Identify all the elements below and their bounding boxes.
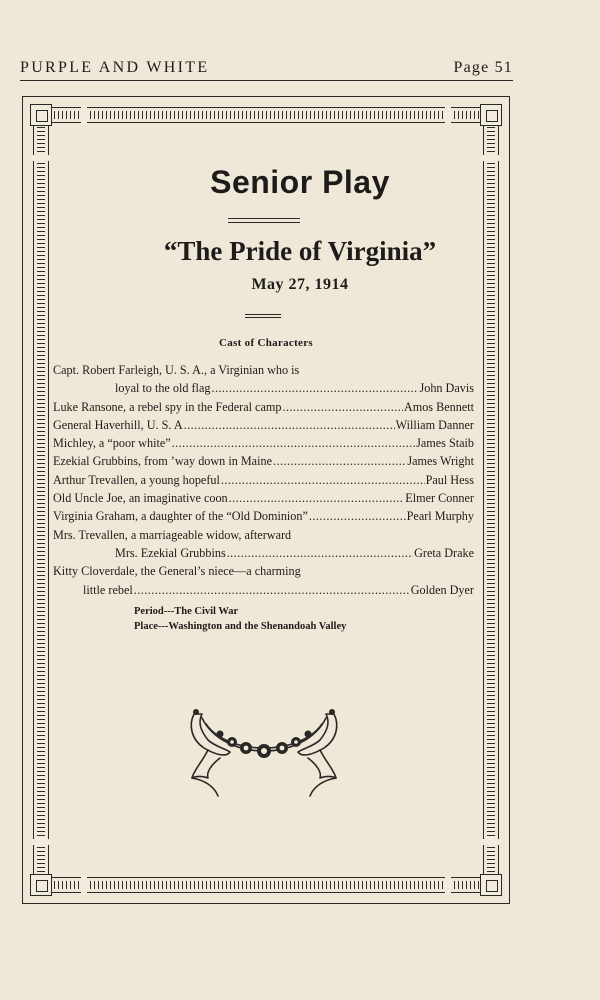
page-header (20, 58, 513, 81)
cast-item (53, 436, 474, 454)
border-corner-bottom-left (30, 874, 52, 896)
cast-actor: Paul Hess (425, 472, 474, 487)
dot-leader (221, 473, 425, 488)
cast-item (53, 400, 474, 418)
title-divider (228, 218, 300, 223)
page-number: Page 51 (453, 59, 513, 76)
cast-role: Kitty Cloverdale, the General’s niece—a charming (53, 564, 301, 579)
cast-role: Arthur Trevallen, a young hopeful (53, 472, 220, 487)
dot-leader (211, 381, 418, 396)
border-band-right (483, 107, 499, 893)
cast-role: Michley, a “poor white” (53, 436, 171, 451)
cast-role: Luke Ransone, a rebel spy in the Federal camp (53, 399, 282, 414)
dot-leader (172, 436, 415, 451)
cast-heading: Cast of Characters (219, 337, 313, 349)
cast-actor: Pearl Murphy (406, 509, 474, 524)
cast-role: Virginia Graham, a daughter of the “Old Dominion” (53, 509, 308, 524)
cast-actor: Elmer Conner (405, 491, 474, 506)
dot-leader (309, 509, 406, 524)
cast-actor: Golden Dyer (410, 582, 474, 597)
dot-leader (134, 583, 410, 598)
border-band-top (33, 107, 499, 123)
cast-role: little rebel (83, 582, 133, 597)
cast-item (53, 418, 474, 436)
cast-item (53, 363, 474, 381)
cast-item-continued (53, 583, 474, 601)
border-corner-bottom-right (480, 874, 502, 896)
cast-role: Ezekial Grubbins, from ’way down in Maine (53, 454, 272, 469)
cast-list (53, 363, 474, 601)
cast-item (53, 528, 474, 546)
date-divider (245, 314, 281, 318)
border-corner-top-left (30, 104, 52, 126)
dot-leader (184, 418, 395, 433)
setting-place: Place---Washington and the Shenandoah Valley (134, 621, 347, 632)
cast-actor: James Wright (407, 454, 474, 469)
border-band-bottom (33, 877, 499, 893)
cast-role: Mrs. Ezekial Grubbins (115, 545, 226, 560)
border-corner-top-right (480, 104, 502, 126)
page-title: Senior Play (210, 164, 390, 200)
cast-item-continued (53, 381, 474, 399)
cast-actor: Amos Bennett (403, 399, 474, 414)
floral-garland-ribbon-icon (184, 706, 344, 802)
publication-title: PURPLE AND WHITE (20, 59, 210, 76)
dot-leader (282, 400, 402, 415)
cast-actor: Greta Drake (414, 545, 474, 560)
dot-leader (273, 454, 406, 469)
cast-item-continued (53, 546, 474, 564)
cast-role: Mrs. Trevallen, a marriageable widow, afterward (53, 527, 292, 542)
cast-role: Capt. Robert Farleigh, U. S. A., a Virginian who is (53, 363, 300, 377)
play-title: “The Pride of Virginia” (163, 236, 437, 266)
setting-period: Period---The Civil War (134, 606, 239, 617)
cast-role: Old Uncle Joe, an imaginative coon (53, 491, 228, 506)
cast-item (53, 491, 474, 509)
dot-leader (229, 491, 405, 506)
cast-item (53, 454, 474, 472)
cast-actor: William Danner (395, 417, 474, 432)
cast-item (53, 473, 474, 491)
cast-item (53, 509, 474, 527)
cast-actor: James Staib (416, 436, 474, 451)
cast-role: loyal to the old flag (115, 381, 211, 396)
play-setting (134, 604, 346, 634)
cast-role: General Haverhill, U. S. A (53, 417, 183, 432)
performance-date: May 27, 1914 (251, 276, 349, 293)
dot-leader (227, 546, 413, 561)
cast-actor: John Davis (419, 381, 474, 396)
border-band-left (33, 107, 49, 893)
cast-item (53, 564, 474, 582)
